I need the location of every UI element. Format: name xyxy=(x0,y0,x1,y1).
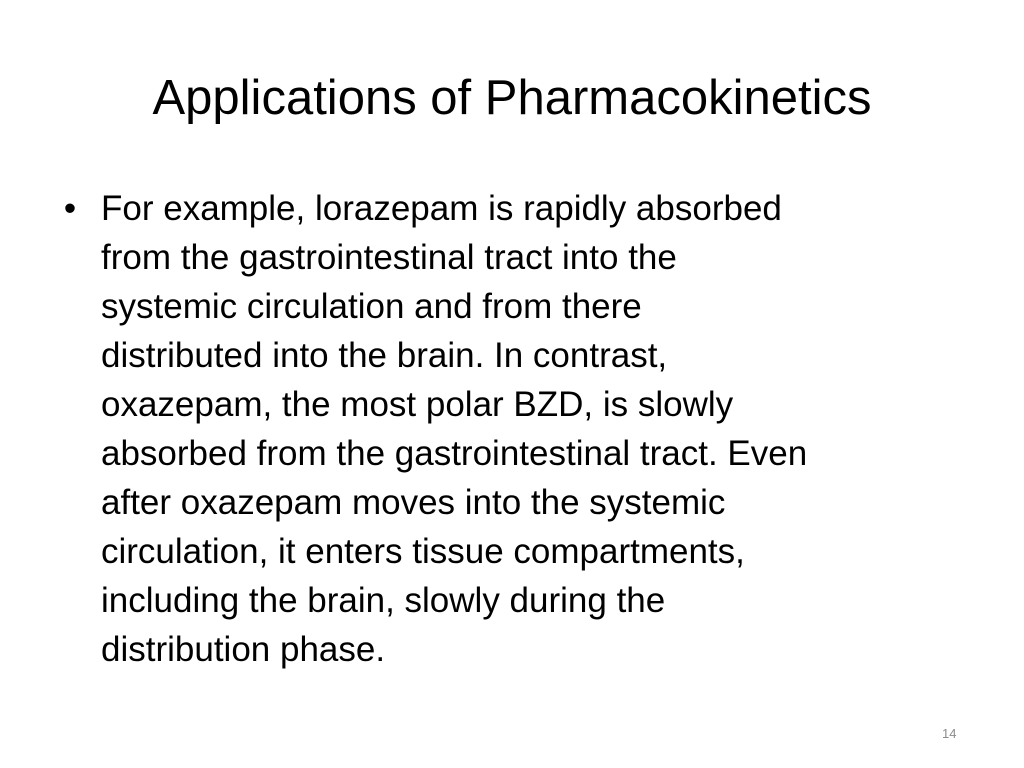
bullet-item xyxy=(60,184,960,674)
bullet-text-line: distribution phase. xyxy=(101,630,386,669)
bullet-text-line: For example, lorazepam is rapidly absorbed xyxy=(101,189,782,228)
bullet-text-line: absorbed from the gastrointestinal tract. Even xyxy=(101,434,808,473)
bullet-text-line: systemic circulation and from there xyxy=(101,287,642,326)
bullet-list xyxy=(60,184,960,674)
bullet-text-line: including the brain, slowly during the xyxy=(101,581,666,620)
bullet-marker-icon: • xyxy=(63,189,77,228)
bullet-text-line: oxazepam, the most polar BZD, is slowly xyxy=(101,385,734,424)
bullet-text-line: circulation, it enters tissue compartments, xyxy=(101,532,745,571)
bullet-text-line: from the gastrointestinal tract into the xyxy=(101,238,677,277)
bullet-text-line: distributed into the brain. In contrast, xyxy=(101,336,668,375)
page-number: 14 xyxy=(942,726,957,741)
bullet-text-line: after oxazepam moves into the systemic xyxy=(101,483,726,522)
slide-title: Applications of Pharmacokinetics xyxy=(152,71,872,125)
